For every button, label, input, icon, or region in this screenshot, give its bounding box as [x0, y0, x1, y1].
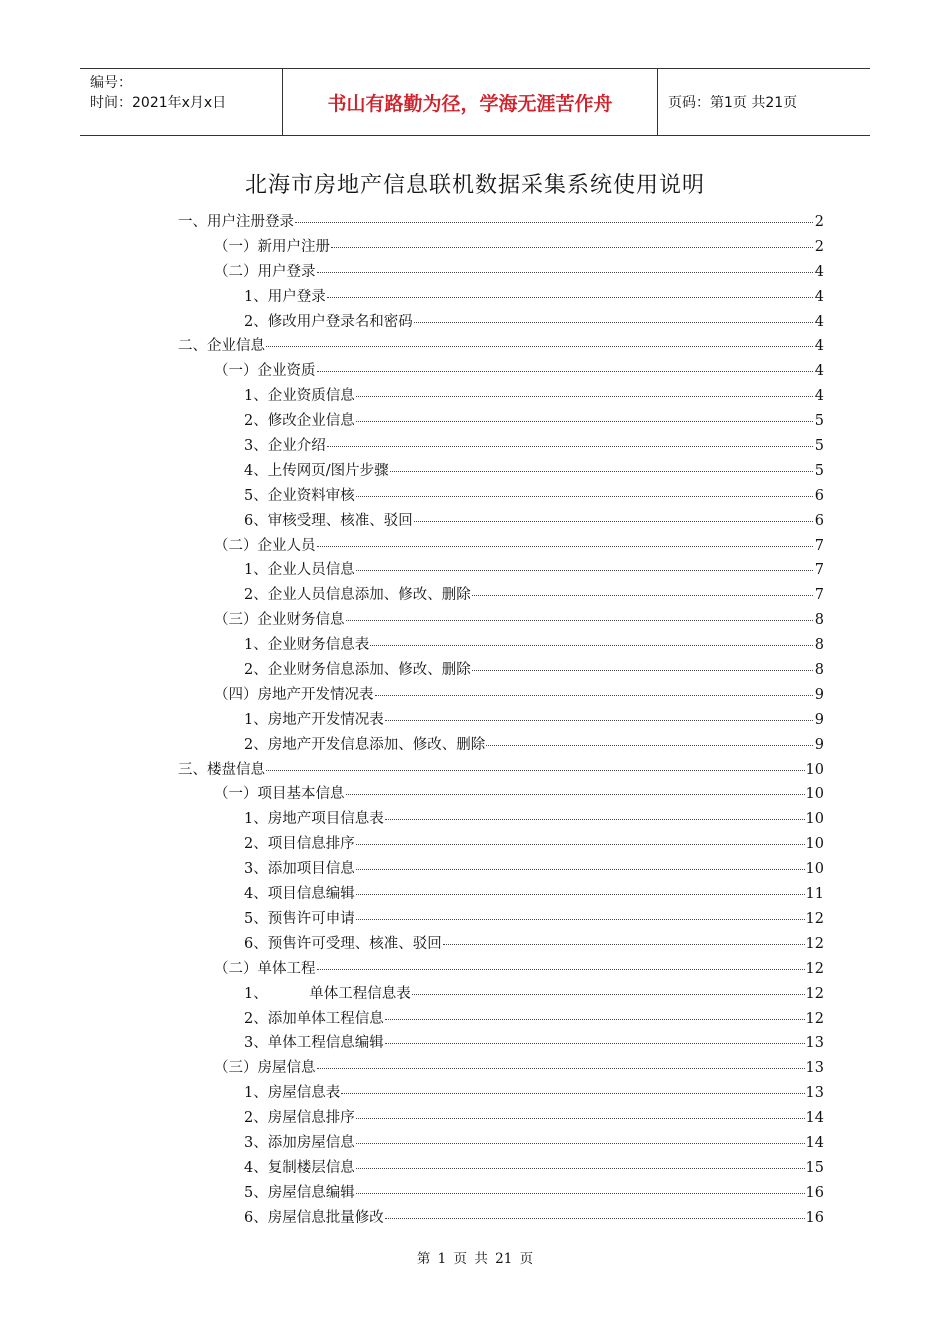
toc-entry-page: 12 [805, 935, 824, 952]
toc-entry-page: 6 [814, 487, 824, 504]
toc-entry-label: （三）房屋信息 [214, 1060, 316, 1077]
toc-leader-dots [356, 1161, 805, 1169]
toc-entry-label: 5、企业资料审核 [244, 487, 355, 504]
toc-entry-label: 5、预售许可申请 [244, 910, 355, 927]
toc-leader-dots [317, 1061, 805, 1069]
toc-entry-page: 7 [814, 587, 824, 604]
toc-entry-label: 3、单体工程信息编辑 [244, 1035, 384, 1052]
toc-leader-dots [266, 339, 813, 347]
toc-entry-page: 14 [805, 1134, 824, 1151]
toc-entry[interactable] [178, 982, 824, 1007]
document-title: 北海市房地产信息联机数据采集系统使用说明 [244, 173, 705, 198]
toc-leader-dots [356, 414, 813, 422]
toc-entry-page: 11 [805, 886, 824, 903]
toc-leader-dots [346, 787, 805, 795]
toc-leader-dots [317, 364, 814, 372]
toc-entry-label: 6、预售许可受理、核准、驳回 [244, 935, 442, 952]
toc-leader-dots [412, 986, 805, 994]
toc-entry[interactable] [178, 310, 824, 335]
toc-entry[interactable] [178, 608, 824, 633]
toc-entry-label: 2、房地产开发信息添加、修改、删除 [244, 736, 486, 753]
toc-entry-page: 10 [805, 786, 824, 803]
toc-entry-page: 8 [814, 637, 824, 654]
header-page-info: 页码：第1页 共21页 [668, 95, 798, 111]
toc-leader-dots [472, 588, 813, 596]
toc-entry[interactable] [178, 1031, 824, 1056]
toc-entry-label: （二）单体工程 [214, 960, 316, 977]
toc-entry[interactable] [178, 534, 824, 559]
toc-entry-page: 9 [814, 711, 824, 728]
toc-entry-label: 2、企业人员信息添加、修改、删除 [244, 587, 471, 604]
toc-entry[interactable] [178, 1131, 824, 1156]
toc-entry-page: 4 [814, 363, 824, 380]
toc-entry[interactable] [178, 907, 824, 932]
toc-leader-dots [385, 812, 805, 820]
toc-leader-dots [356, 1185, 805, 1193]
toc-entry-label: 1、企业资质信息 [244, 388, 355, 405]
toc-entry[interactable] [178, 1181, 824, 1206]
toc-entry-page: 13 [805, 1035, 824, 1052]
toc-entry[interactable] [178, 509, 824, 534]
toc-leader-dots [266, 762, 805, 770]
toc-entry-label: 1、房屋信息表 [244, 1085, 341, 1102]
toc-entry-page: 10 [805, 811, 824, 828]
toc-leader-dots [341, 1086, 804, 1094]
toc-entry[interactable] [178, 484, 824, 509]
toc-entry[interactable] [178, 359, 824, 384]
toc-entry[interactable] [178, 758, 824, 783]
toc-entry-label: （一）项目基本信息 [214, 786, 345, 803]
toc-entry-page: 9 [814, 686, 824, 703]
toc-entry[interactable] [178, 260, 824, 285]
toc-entry[interactable] [178, 882, 824, 907]
toc-entry-label: 3、添加项目信息 [244, 861, 355, 878]
toc-leader-dots [346, 613, 814, 621]
toc-entry[interactable] [178, 384, 824, 409]
toc-entry[interactable] [178, 1206, 824, 1231]
toc-entry-label: 三、楼盘信息 [178, 761, 265, 778]
toc-leader-dots [390, 464, 813, 472]
page-header [80, 68, 870, 136]
toc-entry-label: （四）房地产开发情况表 [214, 686, 374, 703]
toc-entry[interactable] [178, 210, 824, 235]
toc-entry-label: 1、用户登录 [244, 288, 326, 305]
toc-entry-page: 4 [814, 263, 824, 280]
toc-leader-dots [385, 1210, 805, 1218]
table-of-contents [178, 210, 824, 1231]
toc-entry-label: 6、审核受理、核准、驳回 [244, 512, 413, 529]
toc-entry-page: 4 [814, 313, 824, 330]
toc-entry-label: （二）用户登录 [214, 263, 316, 280]
toc-leader-dots [356, 489, 813, 497]
document-time-label: 时间：2021年x月x日 [90, 95, 227, 111]
toc-entry-page: 4 [814, 288, 824, 305]
toc-entry[interactable] [178, 1156, 824, 1181]
toc-entry-label: 2、修改企业信息 [244, 413, 355, 430]
toc-entry-page: 12 [805, 960, 824, 977]
toc-entry[interactable] [178, 1106, 824, 1131]
toc-entry-page: 2 [814, 238, 824, 255]
toc-leader-dots [356, 837, 805, 845]
toc-entry[interactable] [178, 235, 824, 260]
toc-entry-page: 16 [805, 1184, 824, 1201]
toc-entry-page: 10 [805, 836, 824, 853]
toc-entry[interactable] [178, 658, 824, 683]
toc-leader-dots [443, 937, 805, 945]
toc-entry-label: 3、企业介绍 [244, 438, 326, 455]
toc-entry-page: 4 [814, 388, 824, 405]
toc-entry-label: 一、用户注册登录 [178, 214, 294, 230]
toc-entry-page: 4 [814, 338, 824, 355]
toc-entry-page: 10 [805, 861, 824, 878]
toc-leader-dots [375, 688, 814, 696]
toc-entry[interactable] [178, 733, 824, 758]
toc-entry-label: （一）新用户注册 [214, 238, 330, 255]
toc-leader-dots [327, 289, 813, 297]
toc-entry[interactable] [178, 633, 824, 658]
toc-entry[interactable] [178, 334, 824, 359]
toc-entry-label: 2、添加单体工程信息 [244, 1010, 384, 1027]
toc-leader-dots [356, 389, 813, 397]
toc-entry-page: 15 [805, 1159, 824, 1176]
toc-leader-dots [486, 737, 813, 745]
toc-entry-label: 2、修改用户登录名和密码 [244, 313, 413, 330]
header-meta [80, 69, 282, 135]
toc-entry-label: 1、企业财务信息表 [244, 637, 370, 654]
toc-entry-label: 4、项目信息编辑 [244, 886, 355, 903]
toc-entry[interactable] [178, 434, 824, 459]
toc-entry[interactable] [178, 957, 824, 982]
toc-leader-dots [385, 1036, 805, 1044]
toc-entry-label: 4、复制楼层信息 [244, 1159, 355, 1176]
toc-leader-dots [370, 638, 813, 646]
toc-leader-dots [317, 265, 814, 273]
toc-leader-dots [385, 713, 813, 721]
toc-leader-dots [356, 563, 813, 571]
toc-entry-page: 7 [814, 562, 824, 579]
toc-leader-dots [356, 862, 805, 870]
toc-entry-label: （二）企业人员 [214, 537, 316, 554]
toc-entry[interactable] [178, 409, 824, 434]
toc-entry[interactable] [178, 1056, 824, 1081]
toc-entry-label: 1、 单体工程信息表 [244, 985, 411, 1002]
toc-entry-page: 8 [814, 662, 824, 679]
toc-entry-page: 13 [805, 1085, 824, 1102]
toc-leader-dots [356, 1111, 805, 1119]
header-motto: 书山有路勤为径，学海无涯苦作舟 [282, 69, 658, 135]
toc-entry[interactable] [178, 583, 824, 608]
toc-leader-dots [317, 538, 814, 546]
toc-leader-dots [356, 1136, 805, 1144]
toc-leader-dots [385, 1011, 805, 1019]
toc-leader-dots [327, 439, 813, 447]
toc-entry-page: 9 [814, 736, 824, 753]
toc-entry-label: 4、上传网页/图片步骤 [244, 462, 389, 479]
page-footer: 第 1 页 共 21 页 [416, 1251, 534, 1267]
toc-leader-dots [414, 513, 813, 521]
toc-entry-label: 2、项目信息排序 [244, 836, 355, 853]
toc-entry-label: 1、房地产项目信息表 [244, 811, 384, 828]
toc-entry-page: 14 [805, 1110, 824, 1127]
toc-entry-label: 2、企业财务信息添加、修改、删除 [244, 662, 471, 679]
toc-entry-label: 6、房屋信息批量修改 [244, 1209, 384, 1226]
toc-entry-label: （三）企业财务信息 [214, 612, 345, 629]
toc-entry-page: 5 [814, 413, 824, 430]
toc-entry-page: 13 [805, 1060, 824, 1077]
toc-entry-label: 2、房屋信息排序 [244, 1110, 355, 1127]
toc-entry-page: 6 [814, 512, 824, 529]
toc-entry-label: 二、企业信息 [178, 338, 265, 355]
toc-entry[interactable] [178, 832, 824, 857]
document-number-label: 编号： [90, 75, 132, 91]
toc-entry[interactable] [178, 782, 824, 807]
toc-entry-page: 7 [814, 537, 824, 554]
toc-entry-label: 5、房屋信息编辑 [244, 1184, 355, 1201]
toc-entry[interactable] [178, 285, 824, 310]
toc-entry-page: 2 [814, 214, 824, 230]
toc-leader-dots [472, 663, 813, 671]
toc-leader-dots [414, 314, 813, 322]
toc-entry[interactable] [178, 857, 824, 882]
toc-leader-dots [317, 961, 805, 969]
toc-entry-page: 12 [805, 1010, 824, 1027]
toc-entry[interactable] [178, 1081, 824, 1106]
toc-leader-dots [295, 215, 813, 223]
toc-entry-page: 16 [805, 1209, 824, 1226]
toc-leader-dots [356, 887, 805, 895]
toc-entry[interactable] [178, 1007, 824, 1032]
toc-entry-page: 10 [805, 761, 824, 778]
toc-leader-dots [331, 240, 813, 248]
toc-entry-page: 8 [814, 612, 824, 629]
toc-entry[interactable] [178, 459, 824, 484]
toc-leader-dots [356, 912, 805, 920]
toc-entry[interactable] [178, 683, 824, 708]
toc-entry[interactable] [178, 807, 824, 832]
toc-entry-page: 5 [814, 462, 824, 479]
toc-entry[interactable] [178, 932, 824, 957]
toc-entry[interactable] [178, 558, 824, 583]
toc-entry-label: 3、添加房屋信息 [244, 1134, 355, 1151]
toc-entry-page: 12 [805, 985, 824, 1002]
toc-entry-label: 1、房地产开发情况表 [244, 711, 384, 728]
toc-entry[interactable] [178, 708, 824, 733]
toc-entry-label: 1、企业人员信息 [244, 562, 355, 579]
toc-entry-page: 12 [805, 910, 824, 927]
toc-entry-page: 5 [814, 438, 824, 455]
toc-entry-label: （一）企业资质 [214, 363, 316, 380]
